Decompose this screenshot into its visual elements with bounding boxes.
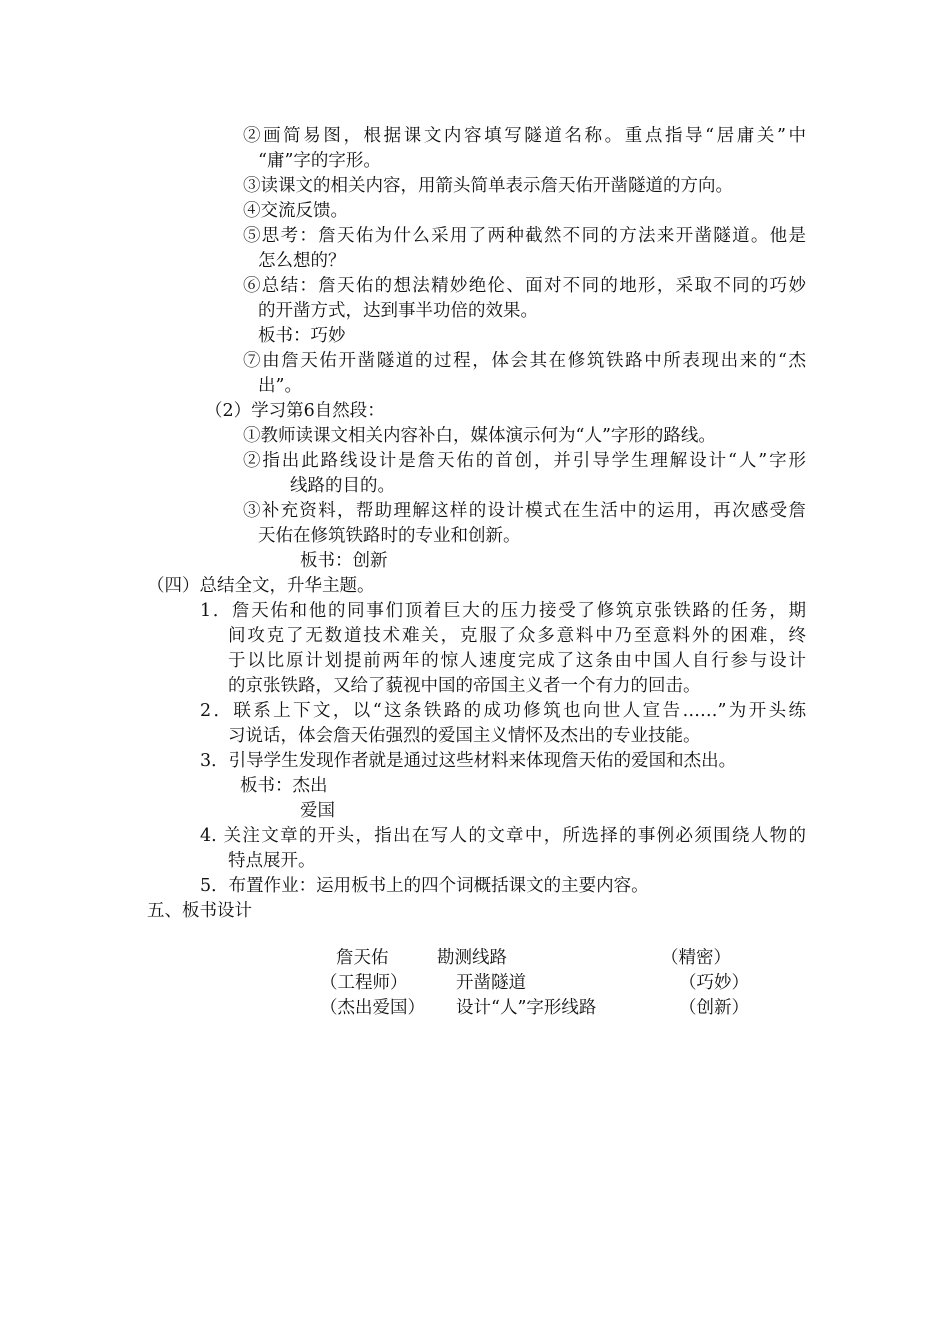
step-5-think: ⑤思考：詹天佑为什么采用了两种截然不同的方法来开凿隧道。他是	[243, 226, 806, 246]
board-col3-row-2: （巧妙）	[679, 973, 749, 993]
item-4-cont: 特点展开。	[228, 851, 316, 871]
step-7-cont: 出”。	[258, 376, 302, 396]
board-col3-row-3: （创新）	[679, 998, 749, 1018]
item-3: 3．引导学生发现作者就是通过这些材料来体现詹天佑的爱国和杰出。	[200, 751, 737, 771]
sub-step-1: ①教师读课文相关内容补白，媒体演示何为“人”字形的路线。	[243, 426, 716, 446]
step-7-process: ⑦由詹天佑开凿隧道的过程，体会其在修筑铁路中所表现出来的“杰	[243, 351, 806, 371]
board-note-jiechu: 板书：杰出	[240, 776, 328, 796]
board-col2-row-2: 开凿隧道	[456, 973, 526, 993]
item-4: 4. 关注文章的开头，指出在写人的文章中，所选择的事例必须围绕人物的	[200, 826, 806, 846]
board-note-aiguo: 爱国	[300, 801, 335, 821]
board-note-chuangxin: 板书：创新	[300, 551, 388, 571]
board-note-qiaomiao: 板书：巧妙	[258, 326, 346, 346]
board-col2-row-1: 勘测线路	[437, 948, 507, 968]
board-col1-row-2: （工程师）	[320, 973, 408, 993]
item-2-cont: 习说话，体会詹天佑强烈的爱国主义情怀及杰出的专业技能。	[228, 726, 701, 746]
step-4-feedback: ④交流反馈。	[243, 201, 348, 221]
step-6-cont: 的开凿方式，达到事半功倍的效果。	[258, 301, 538, 321]
step-6-summary: ⑥总结：詹天佑的想法精妙绝伦、面对不同的地形，采取不同的巧妙	[243, 276, 806, 296]
board-col3-row-1: （精密）	[661, 948, 731, 968]
item-5: 5．布置作业：运用板书上的四个词概括课文的主要内容。	[200, 876, 649, 896]
item-1-cont-b: 于以比原计划提前两年的惊人速度完成了这条由中国人自行参与设计	[228, 651, 806, 671]
item-1: 1．詹天佑和他的同事们顶着巨大的压力接受了修筑京张铁路的任务，期	[200, 601, 806, 621]
step-5-cont: 怎么想的？	[258, 251, 346, 271]
board-col1-row-1: 詹天佑	[336, 948, 389, 968]
sub-step-3: ③补充资料，帮助理解这样的设计模式在生活中的运用，再次感受詹	[243, 501, 806, 521]
step-2-draw-diagram: ②画简易图，根据课文内容填写隧道名称。重点指导“居庸关”中	[243, 126, 806, 146]
board-col2-row-3: 设计“人”字形线路	[456, 998, 597, 1018]
section-4-heading: （四）总结全文，升华主题。	[147, 576, 375, 596]
sub-step-2: ②指出此路线设计是詹天佑的首创，并引导学生理解设计“人”字形	[243, 451, 806, 471]
subsection-6: （2）学习第6自然段：	[205, 401, 385, 421]
board-col1-row-3: （杰出爱国）	[320, 998, 425, 1018]
step-3-read-arrows: ③读课文的相关内容，用箭头简单表示詹天佑开凿隧道的方向。	[243, 176, 733, 196]
item-1-cont-a: 间攻克了无数道技术难关，克服了众多意料中乃至意料外的困难，终	[228, 626, 806, 646]
item-1-cont-c: 的京张铁路，又给了藐视中国的帝国主义者一个有力的回击。	[228, 676, 701, 696]
section-5-heading: 五、板书设计	[147, 901, 252, 921]
item-2: 2．联系上下文，以“这条铁路的成功修筑也向世人宣告……”为开头练	[200, 701, 806, 721]
step-2-cont: “庸”字的字形。	[258, 151, 381, 171]
sub-step-3-cont: 天佑在修筑铁路时的专业和创新。	[258, 526, 521, 546]
sub-step-2-cont: 线路的目的。	[290, 476, 395, 496]
